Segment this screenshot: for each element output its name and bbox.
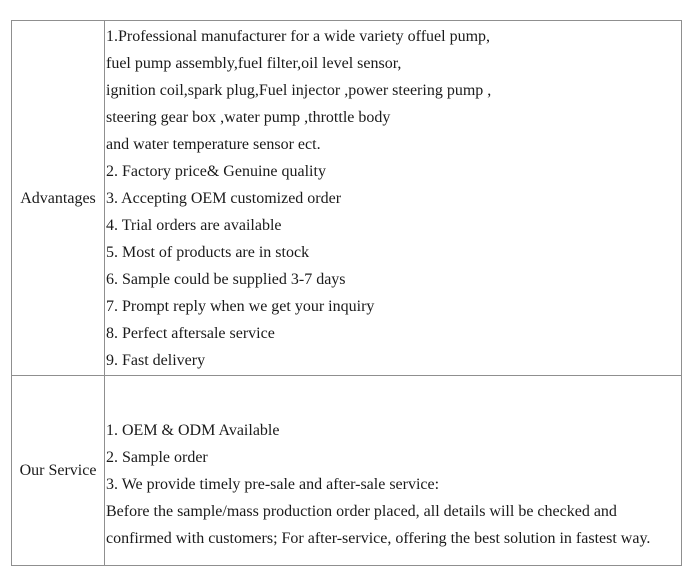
advantage-line: 5. Most of products are in stock <box>106 244 310 261</box>
advantage-line: ignition coil,spark plug,Fuel injector ,power steering pump , <box>106 82 492 99</box>
service-line: 3. We provide timely pre-sale and after-sale service: <box>106 475 440 493</box>
service-label: Our Service <box>12 376 105 566</box>
service-paragraph: Before the sample/mass production order placed, all details will be checked and confirmed with customers; For after-service, offering the best solution in fastest way. <box>106 502 651 547</box>
advantage-line: 9. Fast delivery <box>106 352 206 369</box>
advantage-line: 4. Trial orders are available <box>106 217 282 234</box>
advantage-line: 8. Perfect aftersale service <box>106 325 275 342</box>
advantage-line: 7. Prompt reply when we get your inquiry <box>106 298 375 315</box>
product-info-table <box>11 20 682 566</box>
advantage-line: 3. Accepting OEM customized order <box>106 190 342 207</box>
service-row <box>12 376 682 566</box>
advantages-row <box>12 21 682 376</box>
advantage-line: fuel pump assembly,fuel filter,oil level sensor, <box>106 55 402 72</box>
advantages-label: Advantages <box>12 21 105 376</box>
service-content <box>105 376 682 566</box>
service-line: 1. OEM & ODM Available <box>106 421 280 439</box>
advantage-line: 6. Sample could be supplied 3-7 days <box>106 271 346 288</box>
advantage-line: 1.Professional manufacturer for a wide variety offuel pump, <box>106 28 491 45</box>
advantage-line: steering gear box ,water pump ,throttle body <box>106 109 391 126</box>
advantage-line: and water temperature sensor ect. <box>106 136 321 153</box>
service-line: 2. Sample order <box>106 448 208 466</box>
advantages-content <box>105 21 682 376</box>
advantage-line: 2. Factory price& Genuine quality <box>106 163 326 180</box>
